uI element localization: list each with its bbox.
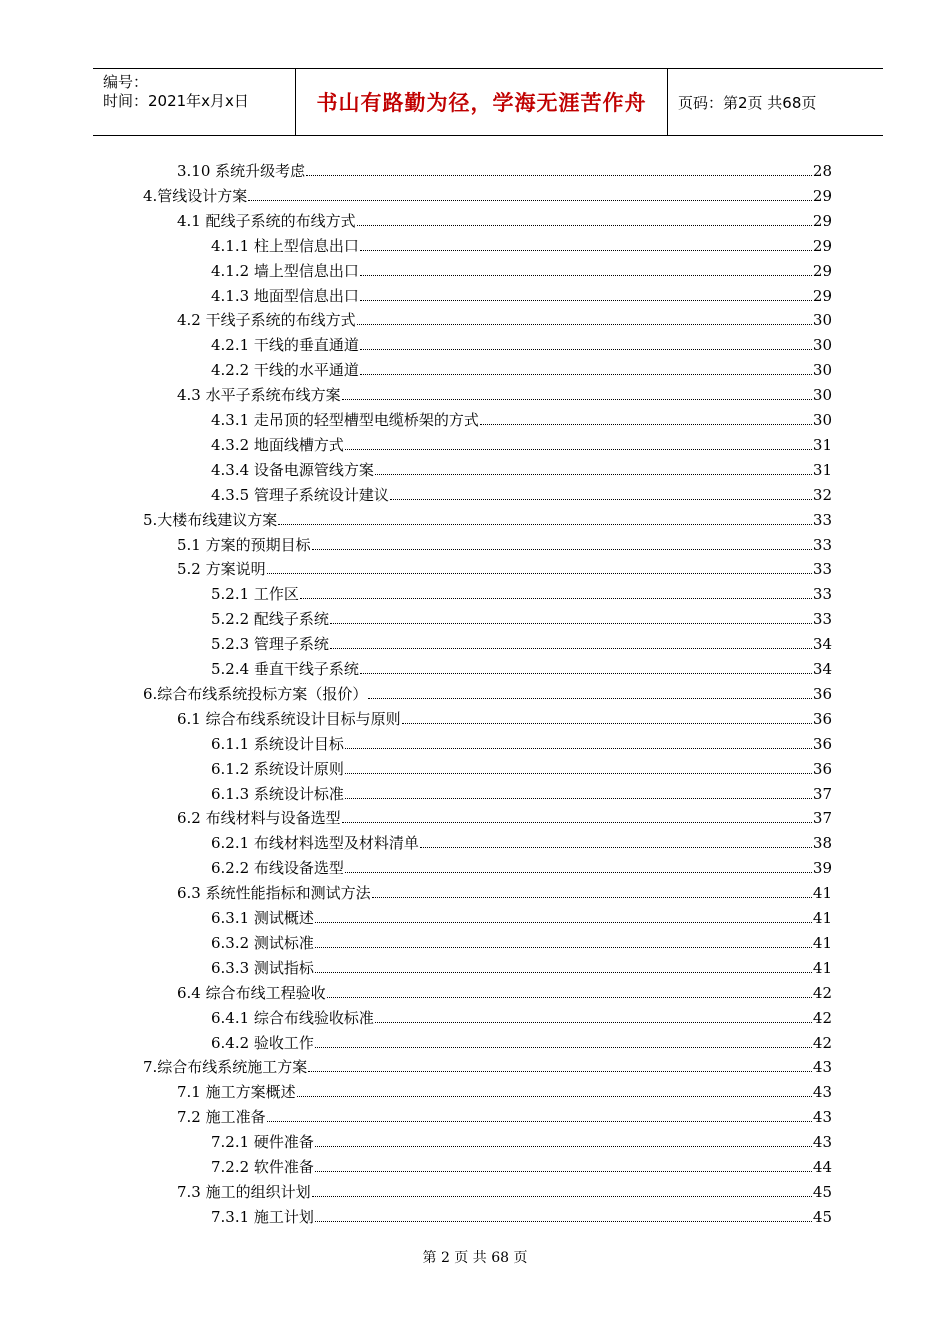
toc-dot-leader bbox=[345, 871, 812, 873]
toc-entry-page: 29 bbox=[812, 236, 832, 255]
toc-entry-page: 28 bbox=[812, 162, 832, 180]
toc-dot-leader bbox=[360, 274, 812, 276]
toc-entry-title: 4.1.3 地面型信息出口 bbox=[211, 286, 359, 305]
toc-entry[interactable] bbox=[177, 880, 832, 902]
toc-entry-page: 29 bbox=[812, 261, 832, 280]
toc-dot-leader bbox=[345, 448, 812, 450]
toc-entry-page: 42 bbox=[812, 1008, 832, 1027]
toc-entry-title: 5.1 方案的预期目标 bbox=[177, 535, 311, 554]
toc-entry-title: 6.4.2 验收工作 bbox=[211, 1033, 314, 1052]
toc-entry[interactable] bbox=[211, 407, 832, 429]
toc-entry-title: 7.3 施工的组织计划 bbox=[177, 1182, 311, 1201]
toc-entry[interactable] bbox=[211, 756, 832, 778]
toc-dot-leader bbox=[345, 772, 812, 774]
toc-entry-page: 41 bbox=[812, 909, 832, 927]
toc-entry-title: 6.4 综合布线工程验收 bbox=[177, 983, 326, 1002]
toc-entry-title: 7.2.1 硬件准备 bbox=[211, 1133, 314, 1152]
toc-entry-title: 5.2.2 配线子系统 bbox=[211, 610, 329, 629]
toc-entry-title: 4.3.4 设备电源管线方案 bbox=[211, 460, 374, 479]
toc-entry[interactable] bbox=[177, 382, 832, 404]
toc-entry-title: 5.大楼布线建议方案 bbox=[143, 510, 278, 529]
toc-dot-leader bbox=[372, 896, 812, 898]
toc-entry[interactable] bbox=[211, 1005, 832, 1027]
toc-entry-page: 33 bbox=[812, 560, 832, 579]
document-time: 时间：2021年x月x日 bbox=[103, 92, 249, 110]
toc-entry-title: 5.2.4 垂直干线子系统 bbox=[211, 660, 359, 678]
toc-dot-leader bbox=[342, 821, 812, 823]
toc-entry-page: 30 bbox=[812, 411, 832, 429]
toc-entry[interactable] bbox=[211, 656, 832, 678]
toc-entry-title: 6.3.1 测试概述 bbox=[211, 909, 314, 927]
toc-dot-leader bbox=[300, 597, 812, 599]
toc-dot-leader bbox=[357, 323, 812, 325]
toc-entry[interactable] bbox=[211, 1129, 832, 1151]
toc-entry-title: 7.2 施工准备 bbox=[177, 1108, 266, 1127]
toc-entry-page: 37 bbox=[812, 809, 832, 828]
toc-entry-title: 4.2.1 干线的垂直通道 bbox=[211, 336, 359, 355]
toc-entry[interactable] bbox=[211, 631, 832, 653]
toc-entry-page: 30 bbox=[812, 386, 832, 405]
toc-entry-page: 33 bbox=[812, 535, 832, 554]
toc-entry[interactable] bbox=[211, 855, 832, 877]
toc-entry[interactable] bbox=[177, 1179, 832, 1201]
toc-entry-page: 41 bbox=[812, 884, 832, 903]
toc-entry[interactable] bbox=[177, 307, 832, 329]
toc-entry-page: 42 bbox=[812, 1033, 832, 1052]
toc-dot-leader bbox=[315, 1046, 812, 1048]
document-number-label: 编号： bbox=[103, 73, 149, 91]
toc-entry-title: 5.2 方案说明 bbox=[177, 560, 266, 579]
toc-dot-leader bbox=[375, 473, 812, 475]
toc-entry-page: 37 bbox=[812, 784, 832, 803]
toc-dot-leader bbox=[360, 348, 812, 350]
toc-entry[interactable] bbox=[143, 1054, 832, 1076]
toc-entry-page: 30 bbox=[812, 361, 832, 380]
toc-entry[interactable] bbox=[211, 332, 832, 354]
toc-entry[interactable] bbox=[143, 507, 832, 529]
toc-entry-page: 44 bbox=[812, 1158, 832, 1176]
toc-entry-page: 38 bbox=[812, 834, 832, 853]
header-page-info: 页码：第2页 共68页 bbox=[678, 93, 817, 112]
toc-entry[interactable] bbox=[177, 158, 832, 180]
toc-entry-page: 33 bbox=[812, 585, 832, 604]
toc-dot-leader bbox=[308, 1070, 812, 1072]
toc-dot-leader bbox=[267, 572, 812, 574]
toc-entry-title: 4.1.1 柱上型信息出口 bbox=[211, 236, 359, 255]
toc-entry[interactable] bbox=[211, 482, 832, 504]
toc-entry[interactable] bbox=[211, 1204, 832, 1226]
toc-dot-leader bbox=[360, 672, 812, 674]
toc-entry-page: 43 bbox=[812, 1058, 832, 1077]
toc-entry[interactable] bbox=[211, 830, 832, 852]
page-footer: 第 2 页 共 68 页 bbox=[422, 1250, 528, 1266]
toc-entry[interactable] bbox=[211, 357, 832, 379]
toc-dot-leader bbox=[390, 498, 812, 500]
toc-entry-page: 29 bbox=[812, 211, 832, 230]
toc-dot-leader bbox=[315, 971, 812, 973]
toc-entry[interactable] bbox=[211, 1030, 832, 1052]
toc-entry[interactable] bbox=[177, 1079, 832, 1101]
toc-entry-title: 4.3.5 管理子系统设计建议 bbox=[211, 485, 389, 504]
toc-dot-leader bbox=[402, 722, 812, 724]
toc-entry-page: 36 bbox=[812, 684, 832, 703]
toc-dot-leader bbox=[315, 1170, 812, 1172]
toc-entry[interactable] bbox=[211, 1154, 832, 1176]
toc-entry[interactable] bbox=[177, 532, 832, 554]
toc-dot-leader bbox=[357, 224, 812, 226]
toc-entry-page: 43 bbox=[812, 1133, 832, 1152]
toc-entry-title: 6.2.2 布线设备选型 bbox=[211, 859, 344, 878]
toc-entry-page: 29 bbox=[812, 186, 832, 205]
toc-entry-page: 45 bbox=[812, 1182, 832, 1201]
toc-entry-title: 6.2.1 布线材料选型及材料清单 bbox=[211, 834, 419, 853]
toc-entry[interactable] bbox=[211, 606, 832, 628]
toc-entry-page: 33 bbox=[812, 610, 832, 629]
toc-entry-title: 5.2.1 工作区 bbox=[211, 585, 299, 604]
toc-entry[interactable] bbox=[211, 432, 832, 454]
toc-entry-page: 34 bbox=[812, 660, 832, 678]
toc-entry-page: 32 bbox=[812, 485, 832, 504]
toc-entry[interactable] bbox=[143, 183, 832, 205]
toc-dot-leader bbox=[375, 1021, 812, 1023]
toc-entry-title: 6.综合布线系统投标方案（报价） bbox=[143, 684, 368, 703]
toc-entry-page: 41 bbox=[812, 933, 832, 952]
toc-entry[interactable] bbox=[177, 208, 832, 230]
toc-entry-page: 39 bbox=[812, 859, 832, 878]
toc-dot-leader bbox=[267, 1120, 812, 1122]
toc-entry-title: 7.2.2 软件准备 bbox=[211, 1158, 314, 1176]
toc-entry-page: 43 bbox=[812, 1083, 832, 1102]
toc-entry-page: 33 bbox=[812, 510, 832, 529]
toc-dot-leader bbox=[345, 747, 812, 749]
toc-entry-title: 6.1.2 系统设计原则 bbox=[211, 759, 344, 778]
toc-entry-title: 3.10 系统升级考虑 bbox=[177, 162, 306, 180]
toc-entry-page: 34 bbox=[812, 635, 832, 654]
toc-entry-page: 43 bbox=[812, 1108, 832, 1127]
toc-dot-leader bbox=[330, 622, 812, 624]
toc-dot-leader bbox=[315, 1220, 812, 1222]
toc-entry[interactable] bbox=[211, 581, 832, 603]
toc-entry-page: 36 bbox=[812, 734, 832, 753]
toc-dot-leader bbox=[330, 647, 812, 649]
header-motto: 书山有路勤为径，学海无涯苦作舟 bbox=[295, 69, 668, 135]
toc-entry[interactable] bbox=[143, 681, 832, 703]
header-meta bbox=[93, 69, 295, 135]
toc-dot-leader bbox=[420, 846, 812, 848]
toc-entry[interactable] bbox=[211, 233, 832, 255]
toc-dot-leader bbox=[360, 299, 812, 301]
toc-entry[interactable] bbox=[177, 980, 832, 1002]
toc-entry-title: 4.3.2 地面线槽方式 bbox=[211, 435, 344, 454]
toc-dot-leader bbox=[345, 797, 812, 799]
toc-entry-title: 4.1.2 墙上型信息出口 bbox=[211, 261, 359, 280]
toc-dot-leader bbox=[315, 946, 812, 948]
toc-entry-page: 31 bbox=[812, 435, 832, 454]
toc-entry[interactable] bbox=[177, 556, 832, 578]
toc-dot-leader bbox=[278, 523, 812, 525]
toc-entry-page: 30 bbox=[812, 336, 832, 355]
toc-entry-title: 6.1 综合布线系统设计目标与原则 bbox=[177, 709, 401, 728]
toc-dot-leader bbox=[315, 1145, 812, 1147]
toc-dot-leader bbox=[360, 249, 812, 251]
toc-entry-title: 6.1.1 系统设计目标 bbox=[211, 734, 344, 753]
toc-dot-leader bbox=[342, 398, 812, 400]
toc-dot-leader bbox=[315, 921, 812, 923]
toc-dot-leader bbox=[306, 174, 812, 176]
toc-entry-page: 29 bbox=[812, 286, 832, 305]
toc-dot-leader bbox=[360, 373, 812, 375]
toc-dot-leader bbox=[312, 548, 812, 550]
toc-entry-title: 7.1 施工方案概述 bbox=[177, 1083, 296, 1102]
toc-entry-title: 5.2.3 管理子系统 bbox=[211, 635, 329, 654]
toc-entry-page: 30 bbox=[812, 311, 832, 330]
toc-entry[interactable] bbox=[211, 781, 832, 803]
toc-entry-page: 45 bbox=[812, 1207, 832, 1226]
toc-entry-title: 6.4.1 综合布线验收标准 bbox=[211, 1008, 374, 1027]
toc-entry-title: 4.3.1 走吊顶的轻型槽型电缆桥架的方式 bbox=[211, 411, 479, 429]
toc-entry-page: 42 bbox=[812, 983, 832, 1002]
toc-entry-page: 36 bbox=[812, 759, 832, 778]
page-header bbox=[93, 68, 883, 136]
toc-entry[interactable] bbox=[211, 731, 832, 753]
toc-dot-leader bbox=[312, 1195, 812, 1197]
toc-entry-title: 6.3.2 测试标准 bbox=[211, 933, 314, 952]
toc-entry[interactable] bbox=[211, 955, 832, 977]
toc-entry-page: 36 bbox=[812, 709, 832, 728]
toc-entry[interactable] bbox=[177, 706, 832, 728]
toc-entry-page: 31 bbox=[812, 460, 832, 479]
toc-entry[interactable] bbox=[177, 805, 832, 827]
toc-entry[interactable] bbox=[211, 258, 832, 280]
toc-entry[interactable] bbox=[211, 283, 832, 305]
toc-entry-title: 6.3.3 测试指标 bbox=[211, 958, 314, 977]
toc-entry-title: 4.2.2 干线的水平通道 bbox=[211, 361, 359, 380]
toc-entry-page: 41 bbox=[812, 958, 832, 977]
toc-entry-title: 4.3 水平子系统布线方案 bbox=[177, 386, 341, 405]
toc-dot-leader bbox=[327, 996, 812, 998]
toc-entry-title: 6.2 布线材料与设备选型 bbox=[177, 809, 341, 828]
toc-entry[interactable] bbox=[211, 930, 832, 952]
toc-entry-title: 6.3 系统性能指标和测试方法 bbox=[177, 884, 371, 903]
toc-entry-title: 4.管线设计方案 bbox=[143, 186, 248, 205]
toc-entry[interactable] bbox=[177, 1104, 832, 1126]
toc-entry-title: 6.1.3 系统设计标准 bbox=[211, 784, 344, 803]
toc-dot-leader bbox=[368, 697, 812, 699]
toc-entry[interactable] bbox=[211, 905, 832, 927]
toc-dot-leader bbox=[248, 199, 812, 201]
toc-dot-leader bbox=[480, 423, 812, 425]
toc-entry-title: 4.2 干线子系统的布线方式 bbox=[177, 311, 356, 330]
toc-entry[interactable] bbox=[211, 457, 832, 479]
toc-entry-title: 7.综合布线系统施工方案 bbox=[143, 1058, 308, 1077]
toc-dot-leader bbox=[297, 1095, 812, 1097]
toc-entry-title: 7.3.1 施工计划 bbox=[211, 1207, 314, 1226]
toc-entry-title: 4.1 配线子系统的布线方式 bbox=[177, 211, 356, 230]
